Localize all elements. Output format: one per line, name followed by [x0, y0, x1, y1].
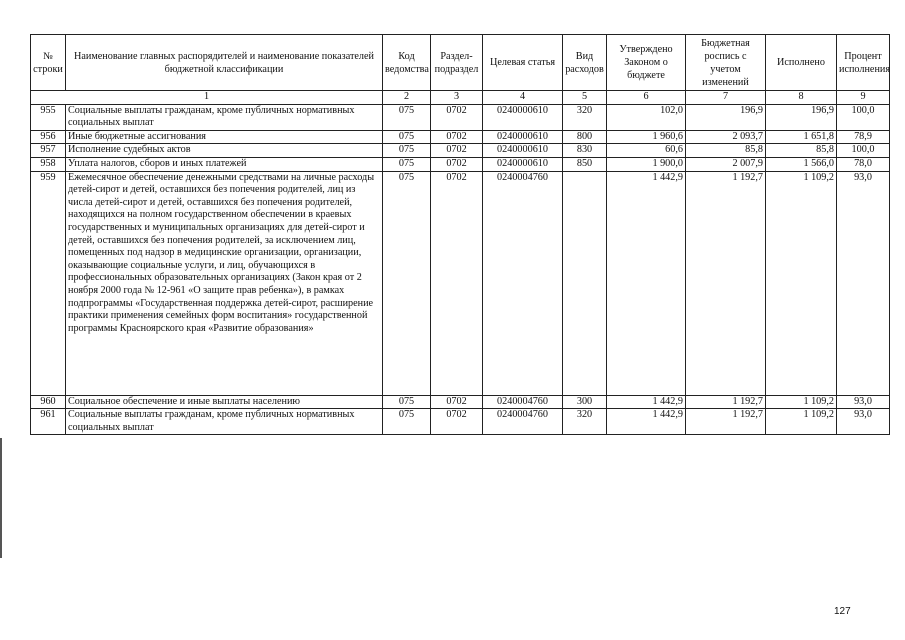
row-name: Социальные выплаты гражданам, кроме публичных нормативных социальных выплат	[66, 409, 383, 435]
row-approved: 60,6	[607, 144, 686, 158]
row-dept-code: 075	[383, 144, 431, 158]
row-name: Ежемесячное обеспечение денежными средствами на личные расходы детей-сирот и детей, оставшихся без попечения родителей, лиц из числа детей-сирот и детей, оставшихся без попечения родителей, находящихся на полном государственном обеспечении в краевых государственных и муниципальных организациях для детей-сирот и детей, оставшихся без попечения родителей, за исключением лиц, помещенных под надзор в медицинские организации, организации, оказывающие социальные услуги, и лиц, обучающихся в профессиональных образовательных организациях (Закон края от 2 ноября 2000 года № 12-961 «О защите прав ребенка»), в рамках подпрограммы «Государственная поддержка детей-сирот, расширение практики применения семейных форм воспитания» государственной программы Красноярского края «Развитие образования»	[66, 171, 383, 395]
row-exp-type: 320	[563, 104, 607, 130]
row-name: Уплата налогов, сборов и иных платежей	[66, 157, 383, 171]
row-exp-type: 850	[563, 157, 607, 171]
row-name: Исполнение судебных актов	[66, 144, 383, 158]
row-percent: 93,0	[837, 171, 890, 395]
row-number: 959	[31, 171, 66, 395]
row-dept-code: 075	[383, 104, 431, 130]
row-exp-type: 830	[563, 144, 607, 158]
row-number: 958	[31, 157, 66, 171]
row-budget: 85,8	[686, 144, 766, 158]
row-approved: 1 960,6	[607, 130, 686, 144]
row-dept-code: 075	[383, 395, 431, 409]
row-section: 0702	[431, 395, 483, 409]
row-number: 955	[31, 104, 66, 130]
row-dept-code: 075	[383, 130, 431, 144]
row-target: 0240000610	[483, 157, 563, 171]
row-approved: 1 442,9	[607, 409, 686, 435]
row-budget: 196,9	[686, 104, 766, 130]
row-approved: 1 900,0	[607, 157, 686, 171]
row-percent: 93,0	[837, 395, 890, 409]
row-budget: 2 093,7	[686, 130, 766, 144]
header-executed: Исполнено	[766, 35, 837, 91]
row-approved: 1 442,9	[607, 395, 686, 409]
row-exp-type	[563, 171, 607, 395]
row-percent: 78,9	[837, 130, 890, 144]
row-section: 0702	[431, 409, 483, 435]
row-name: Социальные выплаты гражданам, кроме публичных нормативных социальных выплат	[66, 104, 383, 130]
row-executed: 1 109,2	[766, 171, 837, 395]
column-number-row	[31, 91, 890, 105]
header-name: Наименование главных распорядителей и наименование показателей бюджетной классификации	[66, 35, 383, 91]
left-edge-mark	[0, 438, 2, 558]
table-row	[31, 144, 890, 158]
row-executed: 1 109,2	[766, 409, 837, 435]
header-dept-code: Код ведомства	[383, 35, 431, 91]
budget-table	[30, 34, 890, 435]
table-row	[31, 409, 890, 435]
row-percent: 78,0	[837, 157, 890, 171]
row-exp-type: 800	[563, 130, 607, 144]
header-row	[31, 35, 890, 91]
row-percent: 93,0	[837, 409, 890, 435]
row-section: 0702	[431, 171, 483, 395]
row-target: 0240000610	[483, 130, 563, 144]
row-budget: 2 007,9	[686, 157, 766, 171]
row-budget: 1 192,7	[686, 409, 766, 435]
header-section: Раздел-подраздел	[431, 35, 483, 91]
page-number: 127	[834, 606, 851, 617]
row-exp-type: 300	[563, 395, 607, 409]
row-approved: 102,0	[607, 104, 686, 130]
column-number: 4	[483, 91, 563, 105]
row-target: 0240000610	[483, 144, 563, 158]
row-name: Социальное обеспечение и иные выплаты населению	[66, 395, 383, 409]
row-executed: 1 109,2	[766, 395, 837, 409]
header-percent: Процент исполнения	[837, 35, 890, 91]
header-budget: Бюджетная роспись с учетом изменений	[686, 35, 766, 91]
column-number: 8	[766, 91, 837, 105]
row-executed: 1 566,0	[766, 157, 837, 171]
table-row	[31, 171, 890, 395]
row-number: 960	[31, 395, 66, 409]
row-percent: 100,0	[837, 104, 890, 130]
column-number: 3	[431, 91, 483, 105]
row-budget: 1 192,7	[686, 171, 766, 395]
row-executed: 85,8	[766, 144, 837, 158]
row-executed: 196,9	[766, 104, 837, 130]
row-section: 0702	[431, 104, 483, 130]
column-number: 9	[837, 91, 890, 105]
column-number: 6	[607, 91, 686, 105]
row-exp-type: 320	[563, 409, 607, 435]
row-target: 0240004760	[483, 171, 563, 395]
table-row	[31, 130, 890, 144]
row-budget: 1 192,7	[686, 395, 766, 409]
table-row	[31, 157, 890, 171]
column-number: 5	[563, 91, 607, 105]
row-name: Иные бюджетные ассигнования	[66, 130, 383, 144]
header-approved: Утверждено Законом о бюджете	[607, 35, 686, 91]
row-target: 0240004760	[483, 409, 563, 435]
row-number: 956	[31, 130, 66, 144]
row-percent: 100,0	[837, 144, 890, 158]
table-row	[31, 104, 890, 130]
column-number: 2	[383, 91, 431, 105]
column-number: 1	[31, 91, 383, 105]
row-target: 0240000610	[483, 104, 563, 130]
row-number: 961	[31, 409, 66, 435]
header-row-no: № строки	[31, 35, 66, 91]
row-section: 0702	[431, 157, 483, 171]
row-number: 957	[31, 144, 66, 158]
row-section: 0702	[431, 130, 483, 144]
row-section: 0702	[431, 144, 483, 158]
row-approved: 1 442,9	[607, 171, 686, 395]
row-dept-code: 075	[383, 409, 431, 435]
row-target: 0240004760	[483, 395, 563, 409]
row-executed: 1 651,8	[766, 130, 837, 144]
row-dept-code: 075	[383, 157, 431, 171]
row-dept-code: 075	[383, 171, 431, 395]
header-target: Целевая статья	[483, 35, 563, 91]
header-exp-type: Вид расходов	[563, 35, 607, 91]
table-row	[31, 395, 890, 409]
column-number: 7	[686, 91, 766, 105]
